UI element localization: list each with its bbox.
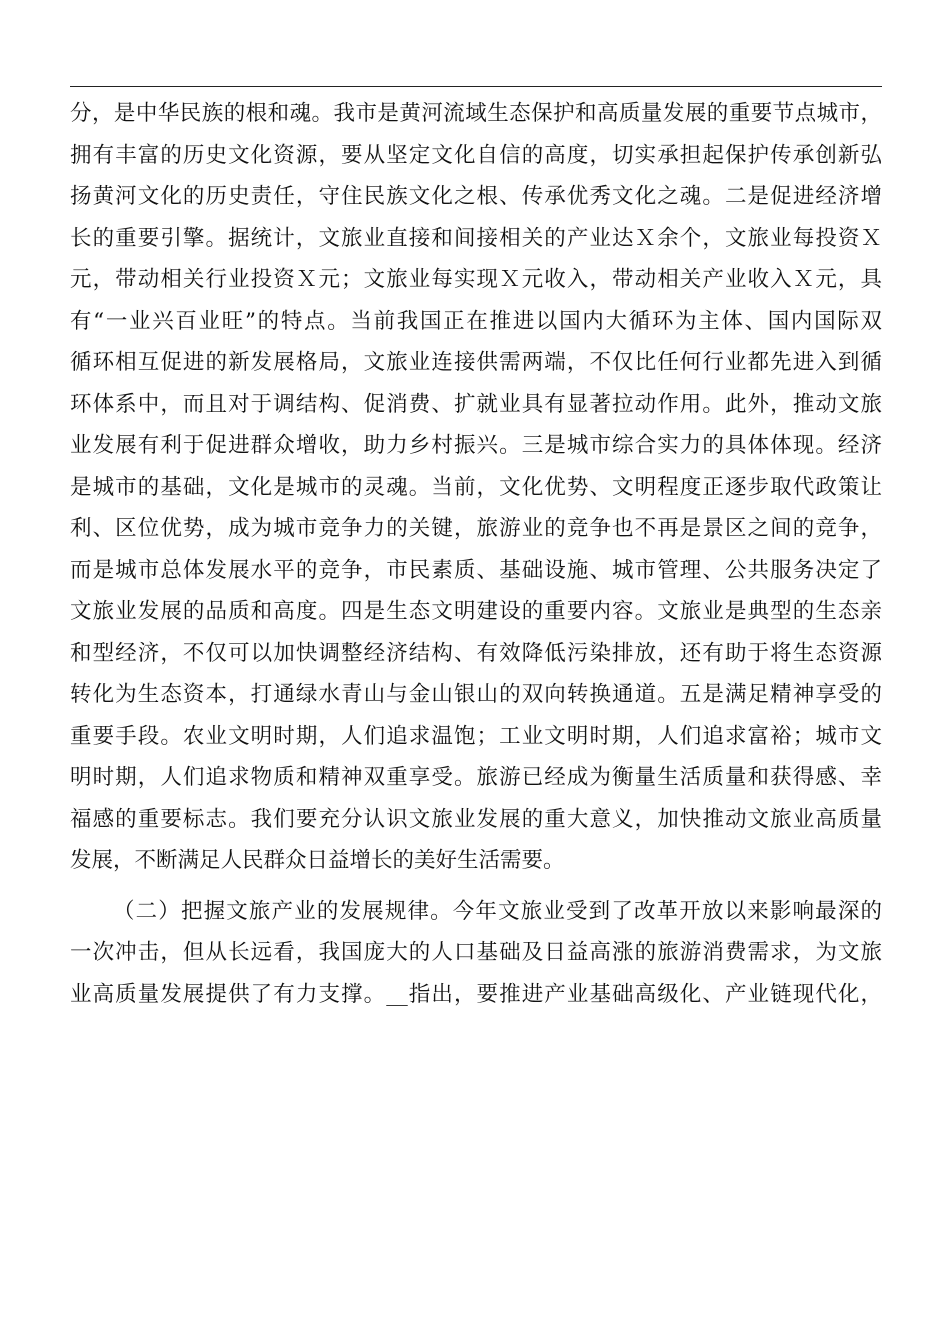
- text-line: 有“一业兴百业旺”的特点。当前我国正在推进以国内大循环为主体、国内国际双: [70, 308, 882, 334]
- text-line: 利、区位优势，成为城市竞争力的关键，旅游业的竞争也不再是景区之间的竞争，: [70, 516, 882, 541]
- paragraph-2: [70, 891, 882, 1016]
- text-line: 业发展有利于促进群众增收，助力乡村振兴。三是城市综合实力的具体体现。经济: [70, 433, 882, 458]
- text-line: 环体系中，而且对于调结构、促消费、扩就业具有显著拉动作用。此外，推动文旅: [70, 391, 882, 417]
- text-line: 是城市的基础，文化是城市的灵魂。当前，文化优势、文明程度正逐步取代政策让: [70, 474, 882, 500]
- text-line: 长的重要引擎。据统计，文旅业直接和间接相关的产业达Ｘ余个，文旅业每投资Ｘ: [70, 225, 882, 251]
- text-line: 而是城市总体发展水平的竞争，市民素质、基础设施、城市管理、公共服务决定了: [70, 557, 882, 583]
- text-line: 扬黄河文化的历史责任，守住民族文化之根、传承优秀文化之魂。二是促进经济增: [70, 184, 882, 209]
- text-line: 重要手段。农业文明时期，人们追求温饱；工业文明时期，人们追求富裕；城市文: [70, 723, 882, 749]
- text-line: 明时期，人们追求物质和精神双重享受。旅游已经成为衡量生活质量和获得感、幸: [70, 765, 882, 790]
- text-line: 业高质量发展提供了有力支撑。__指出，要推进产业基础高级化、产业链现代化，: [70, 981, 882, 1007]
- document-body: [70, 93, 882, 1015]
- text-line: 发展，不断满足人民群众日益增长的美好生活需要。: [70, 848, 565, 873]
- text-line: 和型经济，不仅可以加快调整经济结构、有效降低污染排放，还有助于将生态资源: [70, 640, 882, 666]
- text-line: 转化为生态资本，打通绿水青山与金山银山的双向转换通道。五是满足精神享受的: [70, 682, 882, 707]
- text-line: （二）把握文旅产业的发展规律。今年文旅业受到了改革开放以来影响最深的: [113, 898, 882, 924]
- text-line: 文旅业发展的品质和高度。四是生态文明建设的重要内容。文旅业是典型的生态亲: [70, 599, 882, 624]
- text-line: 一次冲击，但从长远看，我国庞大的人口基础及日益高涨的旅游消费需求，为文旅: [70, 940, 882, 965]
- text-line: 元，带动相关行业投资Ｘ元；文旅业每实现Ｘ元收入，带动相关产业收入Ｘ元，具: [70, 267, 882, 292]
- paragraph-1: [70, 93, 882, 882]
- text-line: 拥有丰富的历史文化资源，要从坚定文化自信的高度，切实承担起保护传承创新弘: [70, 142, 882, 168]
- header-rule: [70, 86, 882, 87]
- text-line: 福感的重要标志。我们要充分认识文旅业发展的重大意义，加快推动文旅业高质量: [70, 806, 882, 832]
- paragraph-spacer: [70, 882, 882, 891]
- text-line: 分，是中华民族的根和魂。我市是黄河流域生态保护和高质量发展的重要节点城市，: [70, 101, 882, 126]
- text-line: 循环相互促进的新发展格局，文旅业连接供需两端，不仅比任何行业都先进入到循: [70, 350, 882, 375]
